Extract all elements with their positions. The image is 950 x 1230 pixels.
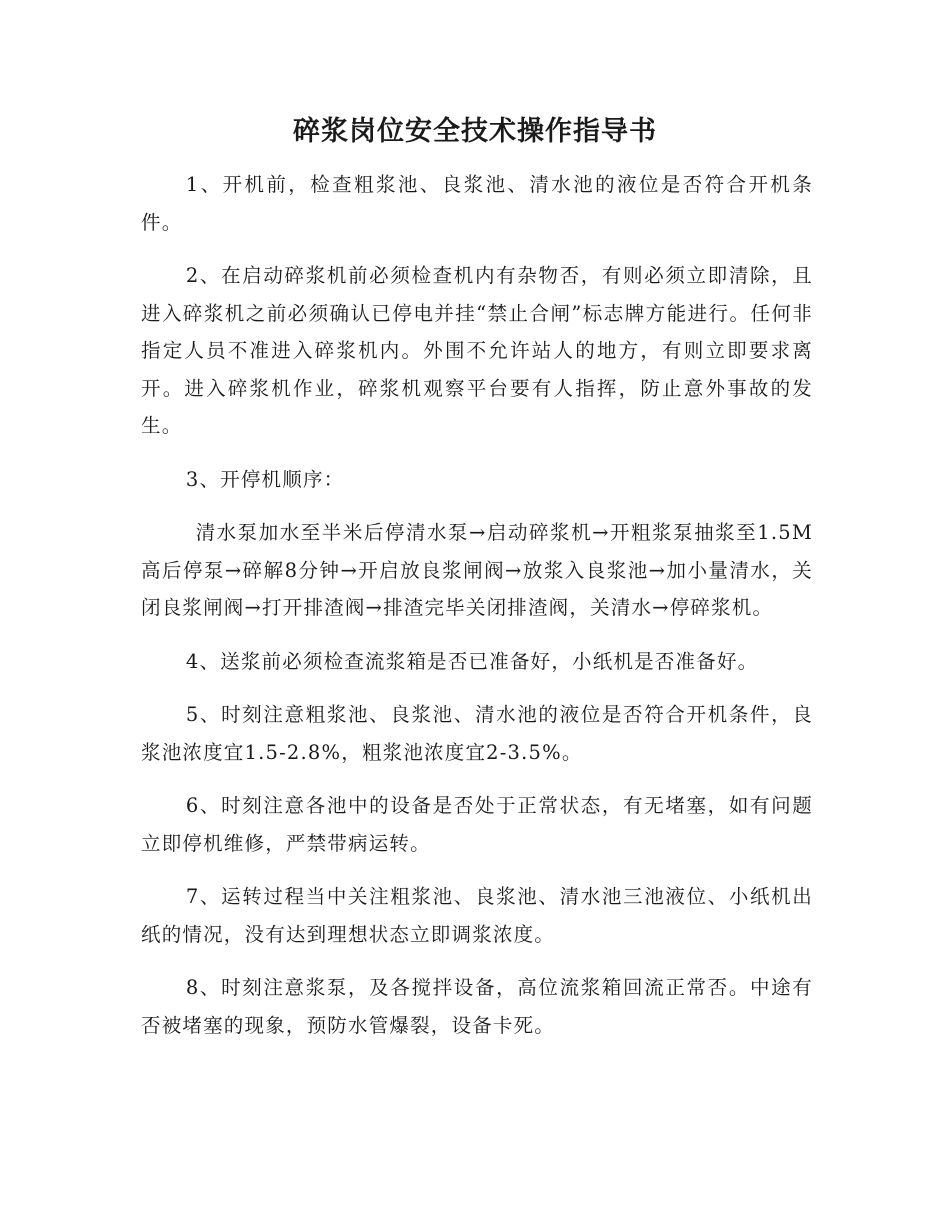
paragraph-6: 6、时刻注意各池中的设备是否处于正常状态，有无堵塞，如有问题立即停机维修，严禁带病运转。 xyxy=(141,794,813,855)
document-body xyxy=(141,166,813,1060)
paragraph-8: 8、时刻注意浆泵，及各搅拌设备，高位流浆箱回流正常否。中途有否被堵塞的现象，预防水管爆裂，设备卡死。 xyxy=(141,976,813,1037)
paragraph-3: 3、开停机顺序： xyxy=(185,467,345,491)
paragraph-5: 5、时刻注意粗浆池、良浆池、清水池的液位是否符合开机条件，良浆池浓度宜1.5-2.8%，粗浆池浓度宜2-3.5%。 xyxy=(141,703,813,764)
paragraph-start-stop-sequence: 清水泵加水至半米后停清水泵→启动碎浆机→开粗浆泵抽浆至1.5M高后停泵→碎解8分钟→开启放良浆闸阀→放浆入良浆池→加小量清水，关闭良浆闸阀→打开排渣阀→排渣完毕关闭排渣阀，关清水→停碎浆机。 xyxy=(141,521,813,619)
paragraph-4: 4、送浆前必须检查流浆箱是否已准备好，小纸机是否准备好。 xyxy=(185,649,759,673)
paragraph-7: 7、运转过程当中关注粗浆池、良浆池、清水池三池液位、小纸机出纸的情况，没有达到理想状态立即调浆浓度。 xyxy=(141,885,813,946)
paragraph-2: 2、在启动碎浆机前必须检查机内有杂物否，有则必须立即清除，且进入碎浆机之前必须确认已停电并挂“禁止合闸”标志牌方能进行。任何非指定人员不准进入碎浆机内。外围不允许站人的地方，有则立即要求离开。进入碎浆机作业，碎浆机观察平台要有人指挥，防止意外事故的发生。 xyxy=(141,264,813,437)
paragraph-1: 1、开机前，检查粗浆池、良浆池、清水池的液位是否符合开机条件。 xyxy=(141,173,813,234)
document-title: 碎浆岗位安全技术操作指导书 xyxy=(293,116,657,147)
